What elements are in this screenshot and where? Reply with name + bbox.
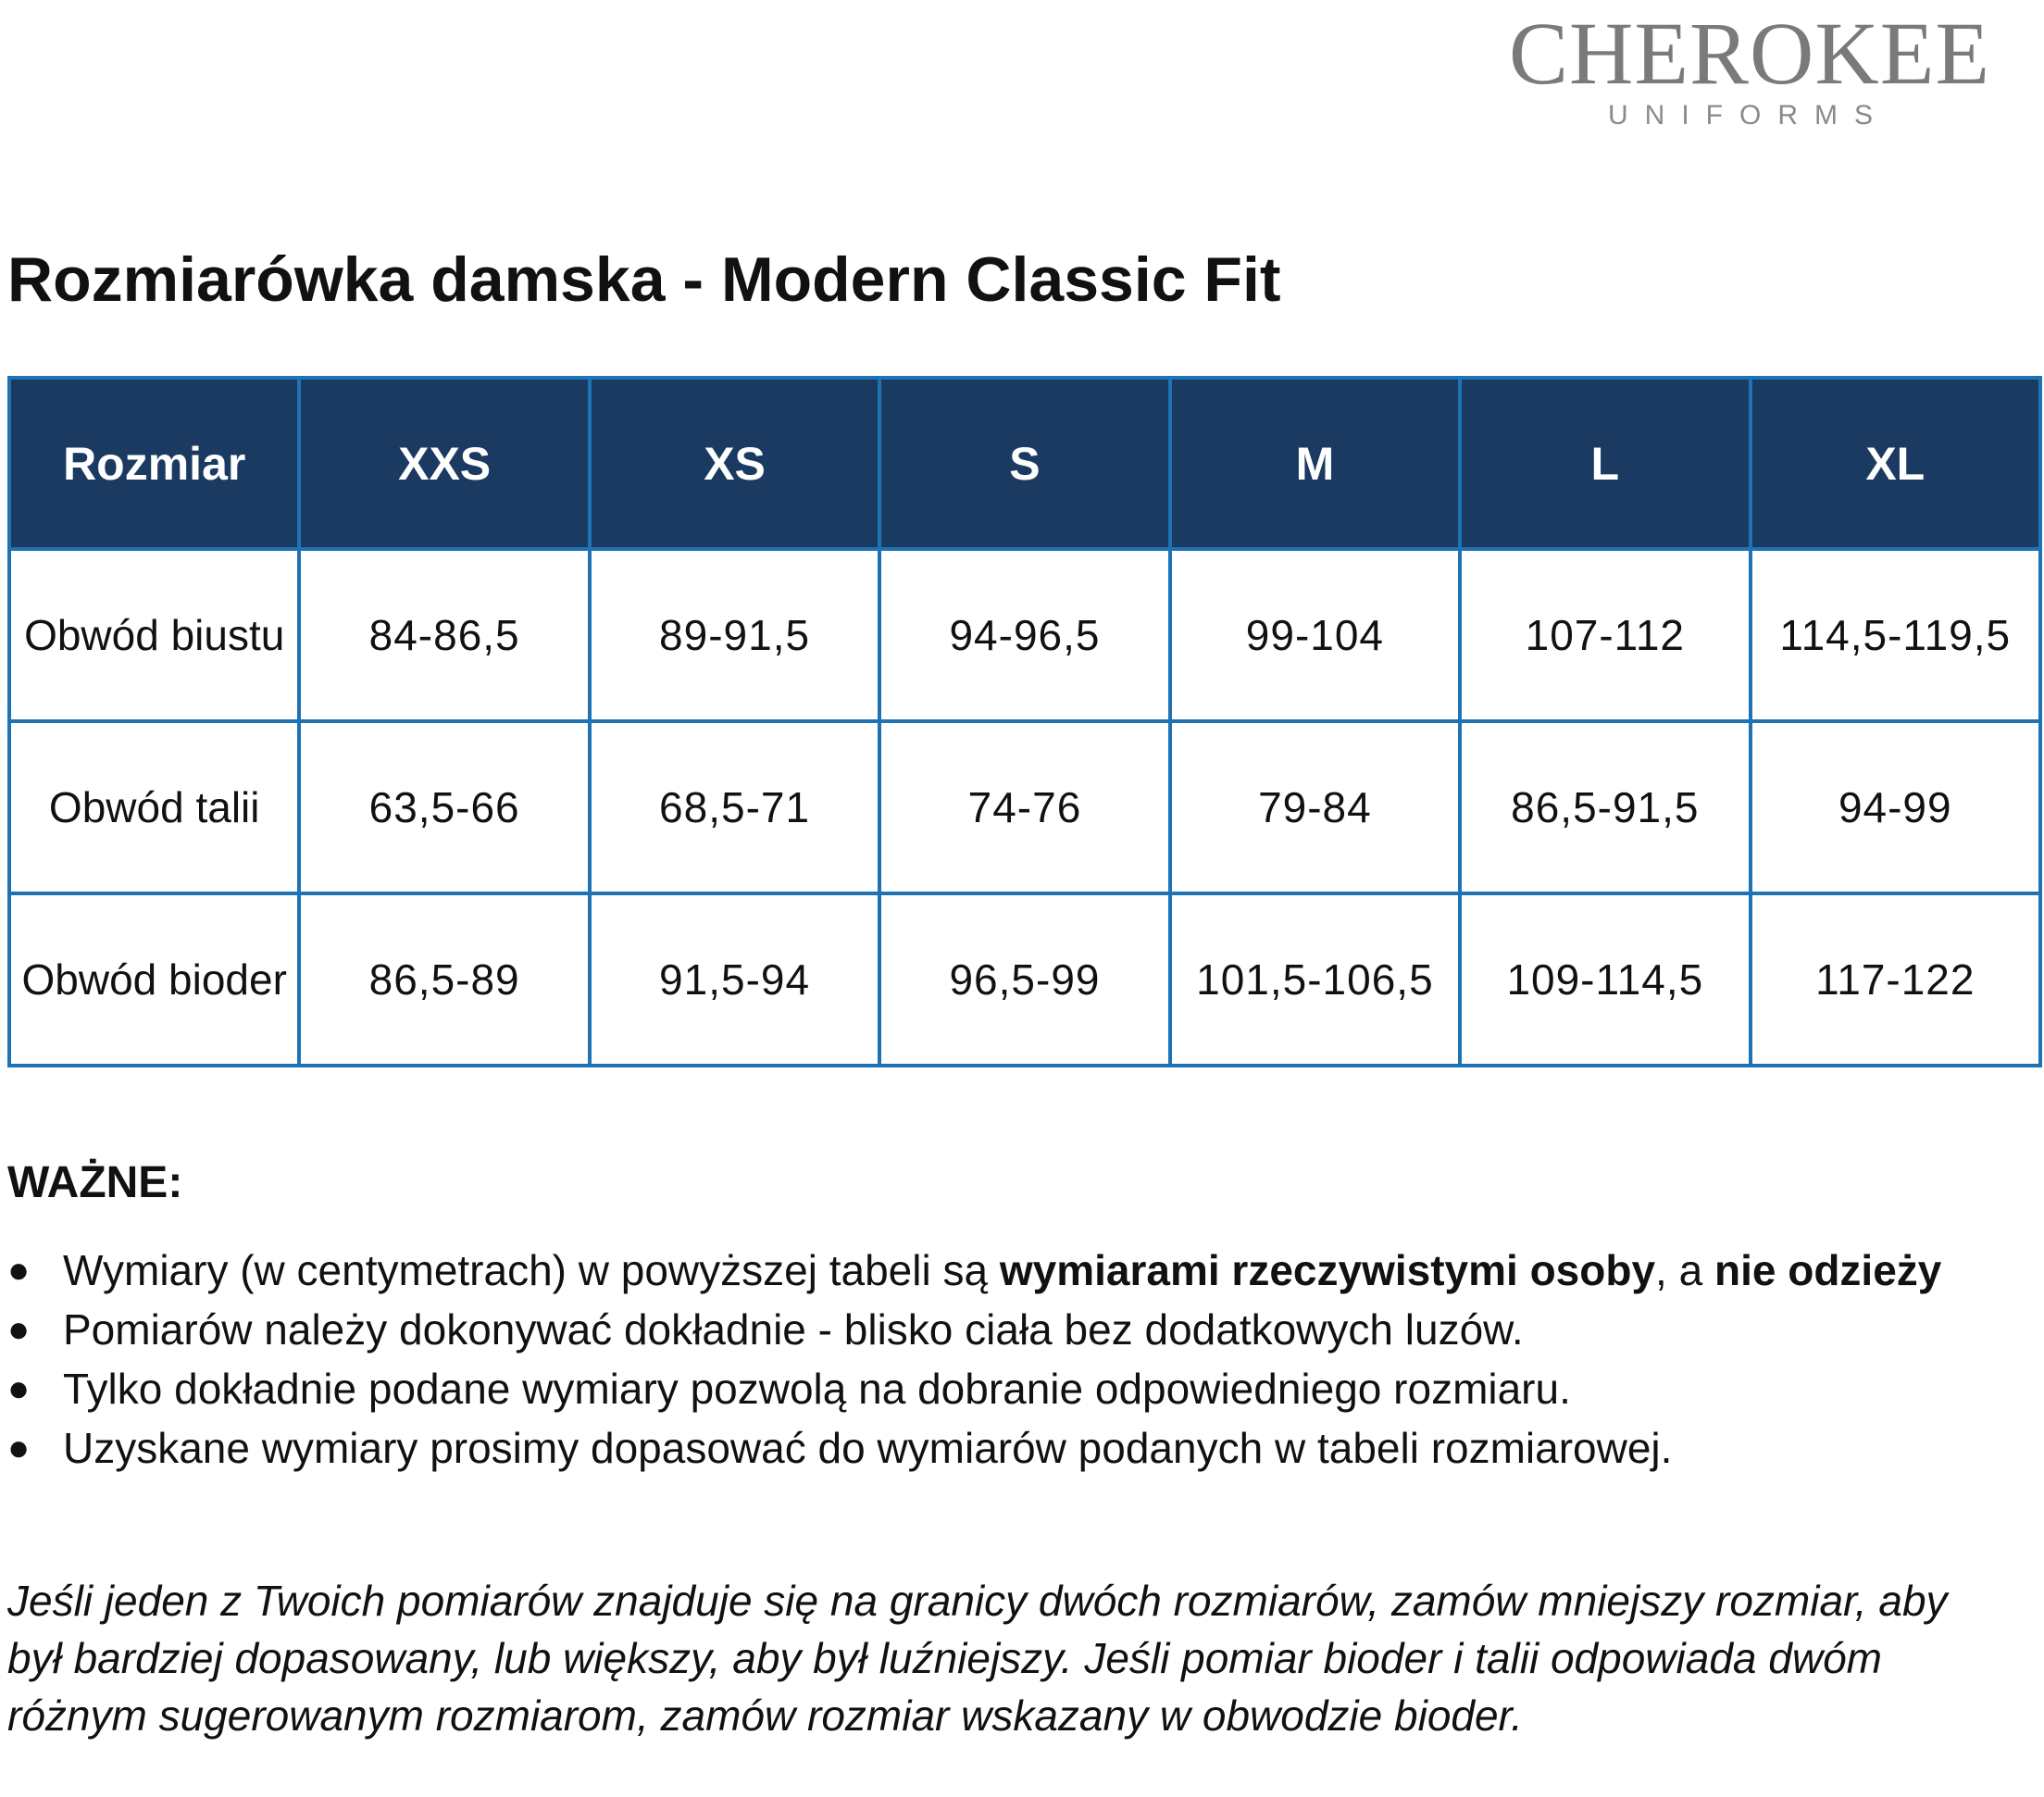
note-text: , a [1655,1246,1714,1294]
note-text: Uzyskane wymiary prosimy dopasować do wymiarów podanych w tabeli rozmiarowej. [63,1424,1673,1472]
table-cell: 114,5-119,5 [1751,549,2040,721]
table-cell: 91,5-94 [590,893,879,1066]
note-text: Tylko dokładnie podane wymiary pozwolą na dobranie odpowiedniego rozmiaru. [63,1365,1571,1413]
row-label-waist: Obwód talii [9,721,299,893]
notes-list [7,1241,1998,1478]
header-cell-s: S [879,378,1169,549]
bullet-icon: ● [7,1309,31,1350]
table-header-row [9,378,2040,549]
note-emphasis: wymiarami rzeczywistymi osoby [999,1246,1656,1294]
table-cell: 117-122 [1751,893,2040,1066]
page-title: Rozmiarówka damska - Modern Classic Fit [7,244,1281,315]
table-cell: 68,5-71 [590,721,879,893]
table-row [9,721,2040,893]
footnote-text: Jeśli jeden z Twoich pomiarów znajduje się na granicy dwóch rozmiarów, zamów mniejszy rozmiar, aby był bardziej dopasowany, lub większy, aby był luźniejszy. Jeśli pomiar bioder i talii odpowiada dwóm różnym sugerowanym rozmiarom, zamów rozmiar wskazany w obwodzie bioder. [7,1577,1948,1740]
table-cell: 74-76 [879,721,1169,893]
header-cell-xs: XS [590,378,879,549]
bullet-icon: ● [7,1368,31,1409]
table-cell: 107-112 [1460,549,1750,721]
header-cell-l: L [1460,378,1750,549]
row-label-bust: Obwód biustu [9,549,299,721]
table-cell: 86,5-91,5 [1460,721,1750,893]
brand-logo [1509,4,1990,131]
list-item [7,1359,1998,1418]
table-cell: 94-99 [1751,721,2040,893]
note-text: Pomiarów należy dokonywać dokładnie - blisko ciała bez dodatkowych luzów. [63,1305,1524,1354]
table-cell: 94-96,5 [879,549,1169,721]
important-heading: WAŻNE: [7,1158,183,1207]
table-cell: 96,5-99 [879,893,1169,1066]
table-cell: 101,5-106,5 [1170,893,1460,1066]
header-cell-m: M [1170,378,1460,549]
table-cell: 84-86,5 [299,549,589,721]
table-row [9,893,2040,1066]
list-item [7,1418,1998,1478]
list-item [7,1300,1998,1359]
table-cell: 109-114,5 [1460,893,1750,1066]
header-cell-xl: XL [1751,378,2040,549]
logo-sub-text: UNIFORMS [1608,100,1889,131]
table-cell: 99-104 [1170,549,1460,721]
header-cell-xxs: XXS [299,378,589,549]
table-cell: 63,5-66 [299,721,589,893]
row-label-hips: Obwód bioder [9,893,299,1066]
table-cell: 86,5-89 [299,893,589,1066]
logo-brand-text: CHEROKEE [1509,4,1990,103]
header-cell-size: Rozmiar [9,378,299,549]
list-item [7,1241,1998,1300]
bullet-icon: ● [7,1428,31,1468]
table-cell: 79-84 [1170,721,1460,893]
table-row [9,549,2040,721]
note-text: Wymiary (w centymetrach) w powyższej tabeli są [63,1246,1000,1294]
bullet-icon: ● [7,1250,31,1291]
note-emphasis: nie odzieży [1714,1246,1942,1294]
table-cell: 89-91,5 [590,549,879,721]
size-chart-table [7,376,2042,1067]
